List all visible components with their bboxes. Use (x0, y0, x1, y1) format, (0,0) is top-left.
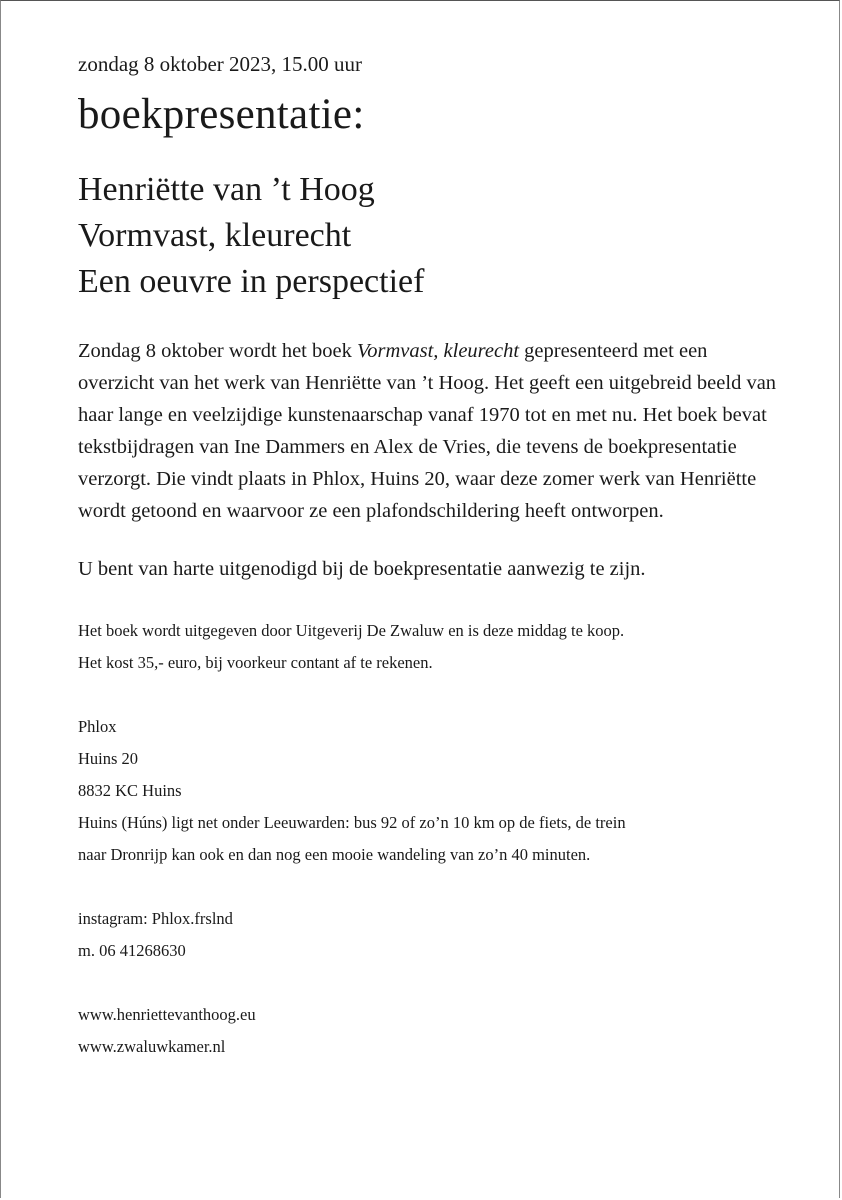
book-info (78, 167, 778, 305)
venue-name: Phlox (78, 717, 117, 736)
intro-part1: Zondag 8 oktober wordt het boek (78, 340, 357, 362)
intro-book-title: Vormvast, kleurecht (356, 340, 520, 362)
mobile-number: m. 06 41268630 (78, 941, 186, 960)
intro-paragraph (78, 335, 778, 527)
invitation-document (78, 50, 778, 1063)
book-subtitle: Een oeuvre in perspectief (78, 263, 425, 300)
website-link-2[interactable]: www.zwaluwkamer.nl (78, 1037, 226, 1056)
address-block (78, 711, 778, 871)
book-author: Henriëtte van ’t Hoog (78, 171, 375, 208)
book-title: Vormvast, kleurecht (78, 217, 352, 254)
page-title: boekpresentatie: (78, 91, 365, 138)
directions-line-1: Huins (Húns) ligt net onder Leeuwarden: bus 92 of zo’n 10 km op de fiets, de trein (78, 813, 626, 832)
contact-block (78, 903, 778, 967)
invitation-text: U bent van harte uitgenodigd bij de boekpresentatie aanwezig te zijn. (78, 558, 646, 580)
directions-line-2: naar Dronrijp kan ook en dan nog een mooie wandeling van zo’n 40 minuten. (78, 845, 591, 864)
intro-part2: gepresenteerd met een overzicht van het werk van Henriëtte van ’t Hoog. Het geeft een uitgebreid beeld van haar lange en veelzijdige kunstenaarschap vanaf 1970 tot en met nu. Het boek bevat tekstbijdragen van Ine Dammers en Alex de Vries, die tevens de boekpresentatie verzorgt. Die vindt plaats in Phlox, Huins 20, waar deze zomer werk van Henriëtte wordt getoond en waarvoor ze een plafondschildering heeft ontworpen. (78, 340, 777, 522)
website-link-1[interactable]: www.henriettevanthoog.eu (78, 1005, 256, 1024)
publishing-line-1: Het boek wordt uitgegeven door Uitgeverij De Zwaluw en is deze middag te koop. (78, 621, 625, 640)
street-address: Huins 20 (78, 749, 139, 768)
publishing-info (78, 615, 778, 679)
websites-block (78, 999, 778, 1063)
postal-code: 8832 KC Huins (78, 781, 182, 800)
event-date: zondag 8 oktober 2023, 15.00 uur (78, 52, 363, 76)
publishing-line-2: Het kost 35,- euro, bij voorkeur contant af te rekenen. (78, 653, 433, 672)
instagram-handle: instagram: Phlox.frslnd (78, 909, 233, 928)
